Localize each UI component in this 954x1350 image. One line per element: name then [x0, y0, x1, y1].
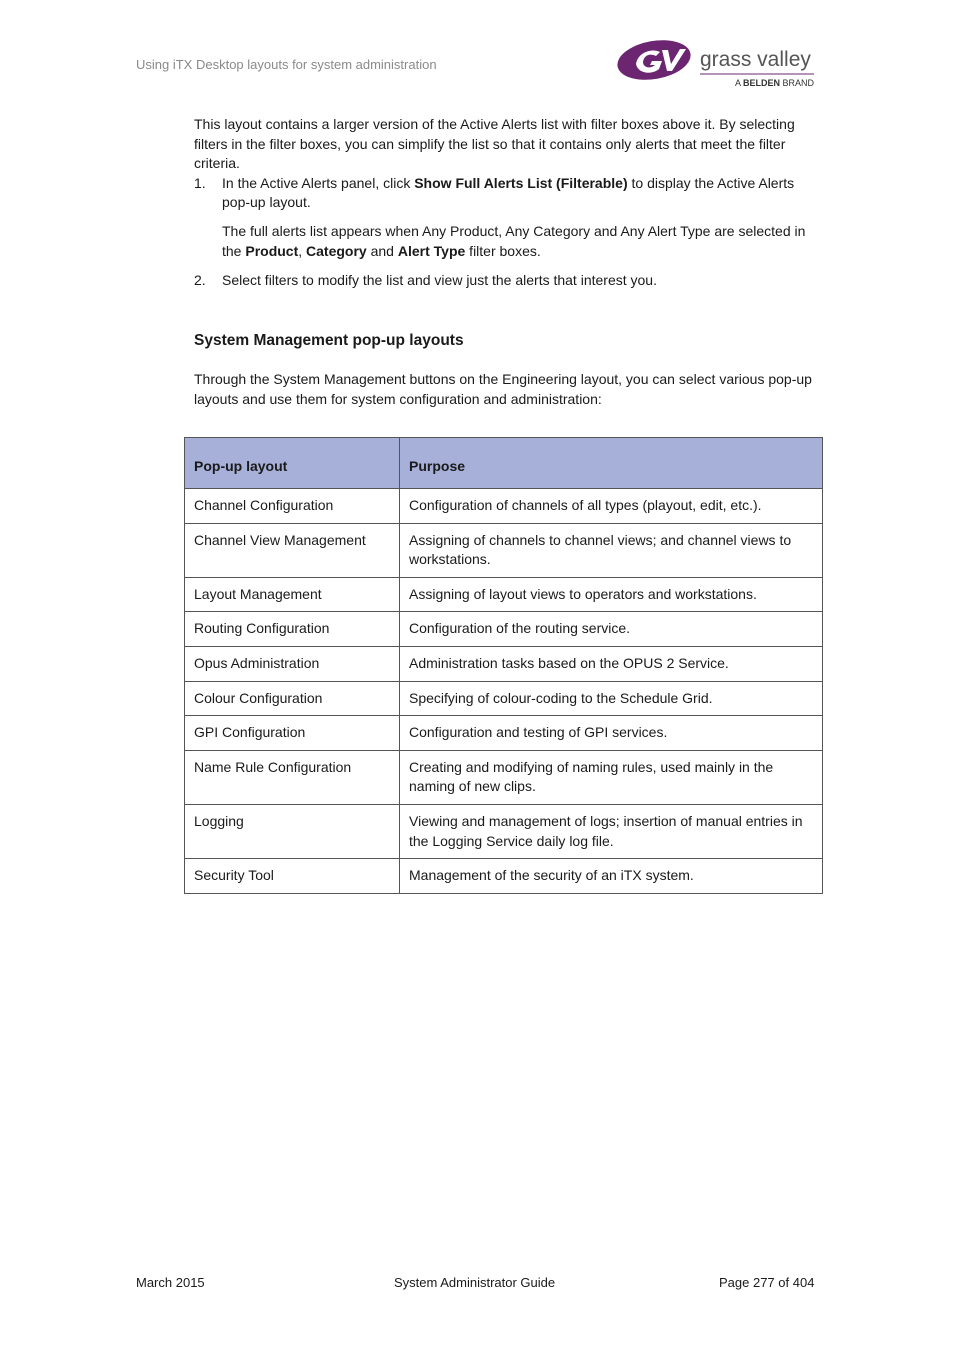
step-item — [194, 174, 822, 261]
purpose-cell: Assigning of channels to channel views; and channel views to workstations. — [400, 523, 823, 577]
grass-valley-emblem-icon — [614, 36, 818, 90]
table-row — [185, 489, 823, 524]
layout-cell: Channel View Management — [185, 523, 400, 577]
column-header: Pop-up layout — [185, 438, 400, 489]
purpose-cell: Configuration of channels of all types (playout, edit, etc.). — [400, 489, 823, 524]
table-row — [185, 750, 823, 804]
popup-layouts-table — [184, 437, 823, 894]
step-number: 2. — [194, 272, 206, 289]
purpose-cell: Configuration and testing of GPI services. — [400, 716, 823, 751]
layout-cell: Channel Configuration — [185, 489, 400, 524]
layout-cell: Opus Administration — [185, 646, 400, 681]
purpose-cell: Management of the security of an iTX system. — [400, 859, 823, 894]
purpose-cell: Administration tasks based on the OPUS 2 Service. — [400, 646, 823, 681]
table-row — [185, 681, 823, 716]
intro-paragraph: This layout contains a larger version of the Active Alerts list with filter boxes above it. By selecting filters in the filter boxes, you can simplify the list so that it contains only alerts that meet the filter criteria. — [194, 116, 795, 172]
layout-cell: Logging — [185, 804, 400, 858]
purpose-cell: Configuration of the routing service. — [400, 612, 823, 647]
layout-cell: Routing Configuration — [185, 612, 400, 647]
table-row — [185, 646, 823, 681]
step-note: The full alerts list appears when Any Product, Any Category and Any Alert Type are selected in the Product, Category and Alert Type filter boxes. — [222, 222, 806, 259]
step-number: 1. — [194, 174, 206, 191]
footer-date: March 2015 — [136, 1275, 205, 1290]
step-item — [194, 271, 822, 291]
layout-cell: Name Rule Configuration — [185, 750, 400, 804]
table-row — [185, 716, 823, 751]
steps-list — [194, 174, 822, 291]
grass-valley-logo — [614, 36, 818, 90]
footer-page-number: Page 277 of 404 — [719, 1275, 815, 1290]
layout-cell: Layout Management — [185, 577, 400, 612]
table-row — [185, 577, 823, 612]
section-heading: System Management pop-up layouts — [194, 331, 464, 349]
svg-text:grass valley: grass valley — [700, 48, 811, 71]
column-header: Purpose — [400, 438, 823, 489]
layout-cell: Colour Configuration — [185, 681, 400, 716]
layout-cell: GPI Configuration — [185, 716, 400, 751]
footer-doc-title: System Administrator Guide — [394, 1275, 556, 1290]
purpose-cell: Assigning of layout views to operators and workstations. — [400, 577, 823, 612]
step-text: In the Active Alerts panel, click Show Full Alerts List (Filterable) to display the Active Alerts pop-up layout. — [222, 174, 795, 211]
table-row — [185, 612, 823, 647]
svg-text:A BELDEN BRAND: A BELDEN BRAND — [734, 78, 814, 88]
running-title: Using iTX Desktop layouts for system administration — [136, 57, 437, 72]
main-content — [194, 115, 822, 427]
table-row — [185, 523, 823, 577]
step-text: Select filters to modify the list and view just the alerts that interest you. — [222, 272, 657, 289]
layout-cell: Security Tool — [185, 859, 400, 894]
table-row — [185, 804, 823, 858]
purpose-cell: Viewing and management of logs; insertion of manual entries in the Logging Service daily log file. — [400, 804, 823, 858]
table-header-row — [185, 438, 823, 489]
table-row — [185, 859, 823, 894]
purpose-cell: Specifying of colour-coding to the Schedule Grid. — [400, 681, 823, 716]
purpose-cell: Creating and modifying of naming rules, used mainly in the naming of new clips. — [400, 750, 823, 804]
section-intro: Through the System Management buttons on the Engineering layout, you can select various pop-up layouts and use them for system configuration and administration: — [194, 371, 812, 407]
